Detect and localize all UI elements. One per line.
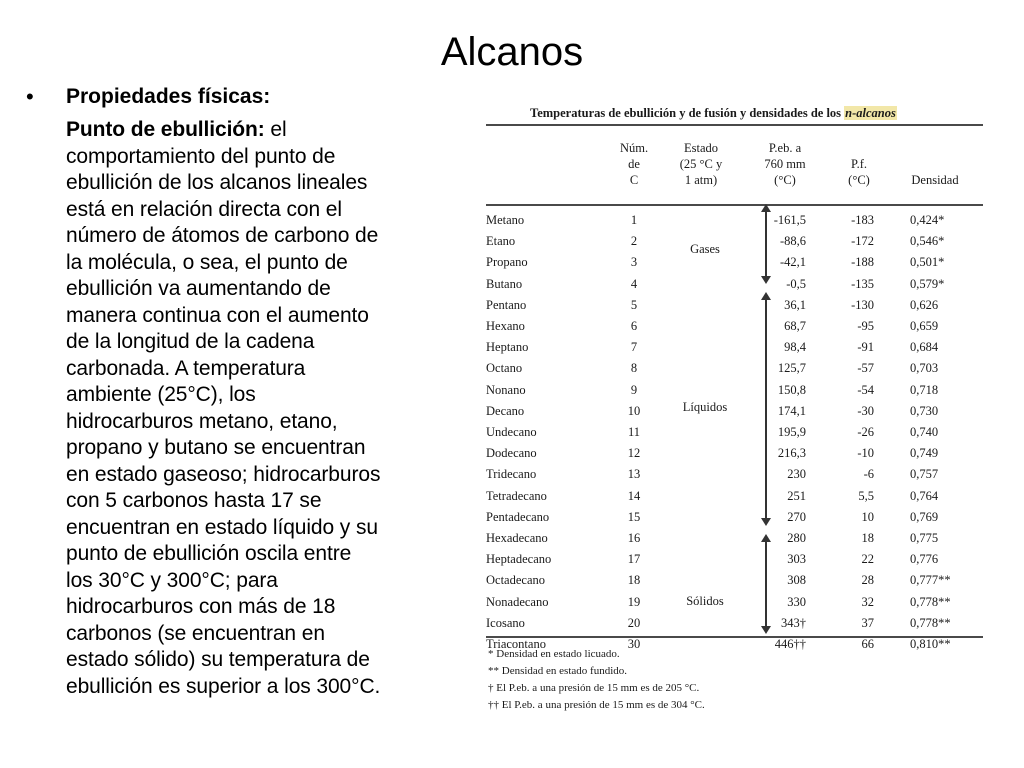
body-line (66, 674, 466, 701)
carbon-count: 30 (627, 637, 641, 651)
body-paragraph (66, 117, 466, 700)
body-line-text: manera continua con el aumento (66, 303, 369, 327)
carbon-count: 15 (627, 509, 641, 524)
body-line-text: propano y butano se encuentran (66, 436, 366, 459)
header-estado-line-2: (25 °C y (679, 157, 723, 171)
boiling-point: 308 (787, 573, 806, 588)
melting-point: 66 (861, 637, 874, 651)
table-rule-header (486, 204, 983, 206)
body-line-text: carbonada. A temperatura (66, 356, 306, 380)
table-footnote: †† El P.eb. a una presión de 15 mm es de 304 °C. (488, 699, 705, 711)
boiling-point: 270 (787, 509, 806, 524)
melting-point: -26 (857, 425, 874, 439)
density: 0,776 (910, 552, 939, 567)
body-line (66, 117, 466, 144)
table-row (480, 464, 992, 484)
table-row (480, 549, 992, 569)
density: 0,501* (910, 255, 945, 270)
body-line-text: el (264, 118, 287, 141)
body-line-text: en estado gaseoso; hidrocarburos (66, 462, 381, 486)
header-peb-line-3: (°C) (774, 173, 796, 187)
table-row (480, 570, 992, 590)
alkane-name: Pentano (486, 297, 527, 312)
header-pf-line-2: (°C) (848, 173, 870, 187)
carbon-count: 11 (627, 425, 641, 439)
table-row (480, 316, 992, 336)
density: 0,626 (910, 297, 939, 312)
melting-point: -54 (857, 382, 874, 397)
carbon-count: 14 (627, 488, 641, 503)
density: 0,749 (910, 446, 939, 461)
table-row (480, 380, 992, 400)
table-row (480, 274, 992, 294)
body-line (66, 515, 466, 542)
header-estado-line-3: 1 atm) (684, 173, 718, 187)
body-line-text: estado sólido) su temperatura de (66, 648, 370, 671)
density: 0,775 (910, 531, 939, 545)
body-line-text: hidrocarburos metano, etano, (66, 409, 338, 433)
density: 0,703 (910, 361, 939, 376)
carbon-count: 17 (627, 552, 641, 567)
table-row (480, 422, 992, 442)
body-line (66, 541, 466, 568)
table-rule-top (486, 124, 983, 126)
alkane-name: Metano (486, 213, 525, 227)
boiling-point: 446†† (774, 637, 806, 651)
body-line (66, 356, 466, 383)
alkane-name: Icosano (486, 615, 525, 630)
body-line (66, 223, 466, 250)
alkane-name: Hexadecano (486, 531, 548, 545)
carbon-count: 9 (630, 382, 638, 397)
density: 0,810** (910, 637, 951, 651)
table-caption (530, 106, 897, 121)
body-line-text: carbonos (se encuentran en (66, 621, 325, 645)
alkane-name: Dodecano (486, 446, 537, 461)
density: 0,777** (910, 573, 951, 588)
density: 0,740 (910, 425, 939, 439)
carbon-count: 8 (630, 361, 638, 376)
body-line-text: punto de ebullición oscila entre (66, 542, 352, 565)
alkane-name: Decano (486, 403, 525, 418)
liquid-range-line (765, 298, 767, 518)
header-peb-line-2: 760 mm (764, 157, 806, 171)
alkane-name: Butano (486, 276, 523, 291)
body-line (66, 647, 466, 674)
body-line-text: de la longitud de la cadena (66, 330, 315, 353)
boiling-point: 174,1 (777, 403, 806, 418)
header-peb (754, 140, 816, 188)
melting-point: 32 (861, 594, 874, 609)
boiling-point: 125,7 (777, 361, 806, 376)
body-line (66, 170, 466, 197)
alkane-name: Tetradecano (486, 488, 547, 503)
table-row (480, 295, 992, 315)
boiling-point: 150,8 (777, 382, 806, 397)
melting-point: -57 (857, 361, 874, 376)
body-line-text: ebullición es superior a los 300°C. (66, 674, 381, 698)
table-row (480, 210, 992, 230)
table-footnote: † El P.eb. a una presión de 15 mm es de 205 °C. (488, 682, 700, 694)
melting-point: -172 (851, 234, 874, 249)
table-row (480, 613, 992, 633)
boiling-point: 195,9 (777, 425, 806, 439)
solid-range-line (765, 540, 767, 628)
header-peb-line-1: P.eb. a (768, 141, 802, 155)
body-line (66, 382, 466, 409)
body-line-text: encuentran en estado líquido y su (66, 515, 378, 539)
melting-point: -30 (857, 403, 874, 418)
body-line-text: los 30°C y 300°C; para (66, 568, 278, 592)
alkane-name: Nonano (486, 382, 526, 397)
alkane-table-figure (480, 96, 992, 720)
carbon-count: 2 (630, 234, 638, 249)
gas-range-line (765, 210, 767, 278)
table-caption-prefix: Temperaturas de ebullición y de fusión y densidades de los (530, 106, 845, 120)
table-row (480, 507, 992, 527)
melting-point: 28 (861, 573, 874, 588)
boiling-point: 68,7 (784, 319, 806, 333)
melting-point: 22 (861, 552, 874, 567)
body-term: Punto de ebullición: (66, 118, 265, 141)
boiling-point: 251 (787, 488, 806, 503)
table-caption-highlight: n-alcanos (845, 106, 896, 120)
body-line (66, 462, 466, 489)
state-label-liquidos: Líquidos (682, 400, 728, 414)
boiling-point: 330 (787, 594, 806, 609)
alkane-name: Propano (486, 255, 528, 270)
alkane-name: Heptadecano (486, 552, 552, 567)
table-row (480, 337, 992, 357)
header-pf-line-1: P.f. (851, 157, 867, 171)
carbon-count: 7 (630, 340, 638, 355)
density: 0,718 (910, 382, 939, 397)
body-line (66, 276, 466, 303)
alkane-name: Triacontano (486, 637, 546, 651)
density: 0,769 (910, 509, 939, 524)
carbon-count: 12 (627, 446, 641, 461)
body-line (66, 409, 466, 436)
density: 0,424* (910, 213, 945, 227)
melting-point: -183 (851, 213, 874, 227)
body-line-text: la molécula, o sea, el punto de (66, 250, 348, 274)
alkane-name: Undecano (486, 425, 537, 439)
alkane-name: Octadecano (486, 573, 545, 588)
melting-point: 37 (861, 615, 874, 630)
boiling-point: -0,5 (786, 276, 806, 291)
density: 0,546* (910, 234, 945, 249)
table-footnote: * Densidad en estado licuado. (488, 648, 620, 660)
body-line (66, 250, 466, 277)
body-line-text: número de átomos de carbono de (66, 224, 379, 247)
alkane-name: Nonadecano (486, 594, 549, 609)
boiling-point: 343† (781, 615, 806, 630)
body-line-text: comportamiento del punto de (66, 144, 336, 168)
carbon-count: 19 (627, 594, 641, 609)
carbon-count: 1 (630, 213, 638, 227)
header-num-line-1: Núm. (619, 141, 649, 155)
boiling-point: 216,3 (777, 446, 806, 461)
melting-point: -91 (857, 340, 874, 355)
carbon-count: 20 (627, 615, 641, 630)
boiling-point: -161,5 (773, 213, 806, 227)
melting-point: -6 (863, 467, 874, 482)
alkane-name: Tridecano (486, 467, 537, 482)
body-line-text: ebullición de los alcanos lineales (66, 171, 368, 194)
state-label-gases: Gases (690, 242, 720, 256)
density: 0,778** (910, 615, 951, 630)
body-line (66, 197, 466, 224)
body-line-text: está en relación directa con el (66, 197, 342, 221)
carbon-count: 3 (630, 255, 638, 270)
table-rule-bottom (486, 636, 983, 638)
body-line (66, 488, 466, 515)
density: 0,757 (910, 467, 939, 482)
density: 0,730 (910, 403, 939, 418)
melting-point: -130 (851, 297, 874, 312)
carbon-count: 16 (627, 531, 641, 545)
boiling-point: 303 (787, 552, 806, 567)
carbon-count: 18 (627, 573, 641, 588)
body-line-text: ebullición va aumentando de (66, 277, 331, 300)
alkane-name: Hexano (486, 319, 525, 333)
alkane-name: Etano (486, 234, 516, 249)
density: 0,764 (910, 488, 939, 503)
alkane-name: Heptano (486, 340, 529, 355)
melting-point: 5,5 (858, 488, 874, 503)
boiling-point: 280 (787, 531, 806, 545)
boiling-point: 98,4 (784, 340, 806, 355)
boiling-point: 230 (787, 467, 806, 482)
table-row (480, 528, 992, 548)
boiling-point: 36,1 (784, 297, 806, 312)
body-line (66, 435, 466, 462)
header-densidad: Densidad (911, 173, 959, 187)
alkane-name: Octano (486, 361, 523, 376)
table-row (480, 443, 992, 463)
carbon-count: 6 (630, 319, 638, 333)
header-num-c (614, 140, 654, 188)
melting-point: 18 (861, 531, 874, 545)
body-line (66, 621, 466, 648)
body-line (66, 594, 466, 621)
boiling-point: -42,1 (779, 255, 806, 270)
slide-title: Alcanos (440, 30, 584, 74)
melting-point: -188 (851, 255, 874, 270)
state-label-solidos: Sólidos (686, 594, 724, 608)
body-line (66, 329, 466, 356)
carbon-count: 5 (630, 297, 638, 312)
header-num-line-2: de (628, 157, 640, 171)
table-row (480, 358, 992, 378)
body-line-text: hidrocarburos con más de 18 (66, 595, 336, 618)
alkane-name: Pentadecano (486, 509, 550, 524)
density: 0,659 (910, 319, 939, 333)
arrow-down-icon (761, 276, 771, 284)
header-estado-line-1: Estado (683, 141, 719, 155)
table-footnote: ** Densidad en estado fundido. (488, 665, 627, 677)
density: 0,684 (910, 340, 939, 355)
density: 0,778** (910, 594, 951, 609)
boiling-point: -88,6 (779, 234, 806, 249)
density: 0,579* (910, 276, 945, 291)
body-line (66, 303, 466, 330)
header-num-line-3: C (629, 173, 639, 187)
body-line-text: ambiente (25°C), los (66, 383, 256, 406)
melting-point: -135 (851, 276, 874, 291)
bullet-glyph: • (26, 84, 34, 109)
carbon-count: 13 (627, 467, 641, 482)
body-line (66, 568, 466, 595)
body-line-text: con 5 carbonos hasta 17 se (66, 489, 322, 512)
carbon-count: 10 (627, 403, 641, 418)
melting-point: -95 (857, 319, 874, 333)
header-estado (670, 140, 732, 188)
melting-point: 10 (861, 509, 874, 524)
arrow-down-icon (761, 626, 771, 634)
body-line (66, 144, 466, 171)
table-row (480, 486, 992, 506)
arrow-down-icon (761, 518, 771, 526)
melting-point: -10 (857, 446, 874, 461)
header-pf (842, 156, 876, 188)
carbon-count: 4 (630, 276, 638, 291)
bullet-heading: Propiedades físicas: (66, 85, 271, 108)
